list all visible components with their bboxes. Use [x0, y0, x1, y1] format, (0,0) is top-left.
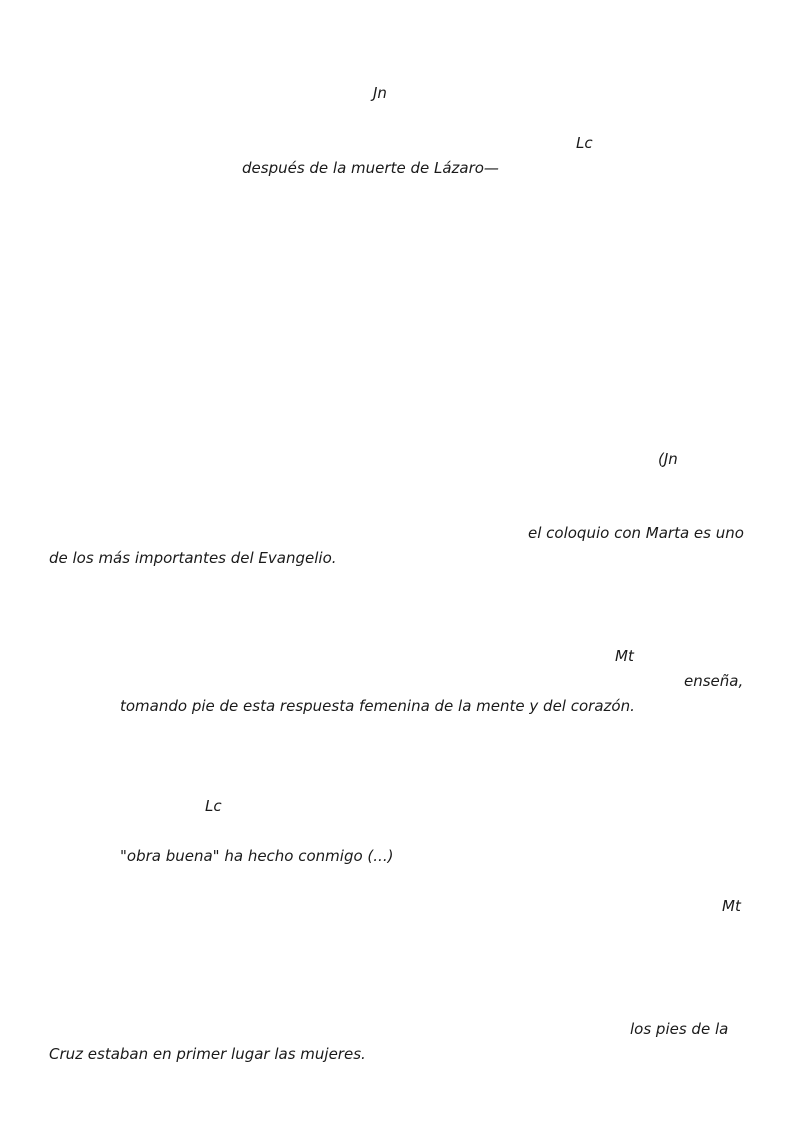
citation-lc: Lc: [205, 797, 222, 815]
citation-lc: Lc: [576, 134, 593, 152]
text-fragment: después de la muerte de Lázaro—: [242, 159, 499, 177]
text-fragment: tomando pie de esta respuesta femenina de la mente y del corazón.: [120, 697, 635, 715]
text-fragment: los pies de la: [630, 1020, 729, 1038]
citation-jn-open: (Jn: [658, 450, 678, 468]
text-fragment: "obra buena" ha hecho conmigo (...): [120, 847, 394, 865]
text-fragment: de los más importantes del Evangelio.: [49, 549, 337, 567]
citation-mt: Mt: [722, 897, 741, 915]
citation-jn: Jn: [373, 84, 387, 102]
text-fragment: el coloquio con Marta es uno: [528, 524, 744, 542]
text-fragment: enseña,: [684, 672, 744, 690]
citation-mt: Mt: [615, 647, 634, 665]
text-fragment: Cruz estaban en primer lugar las mujeres.: [49, 1045, 366, 1063]
